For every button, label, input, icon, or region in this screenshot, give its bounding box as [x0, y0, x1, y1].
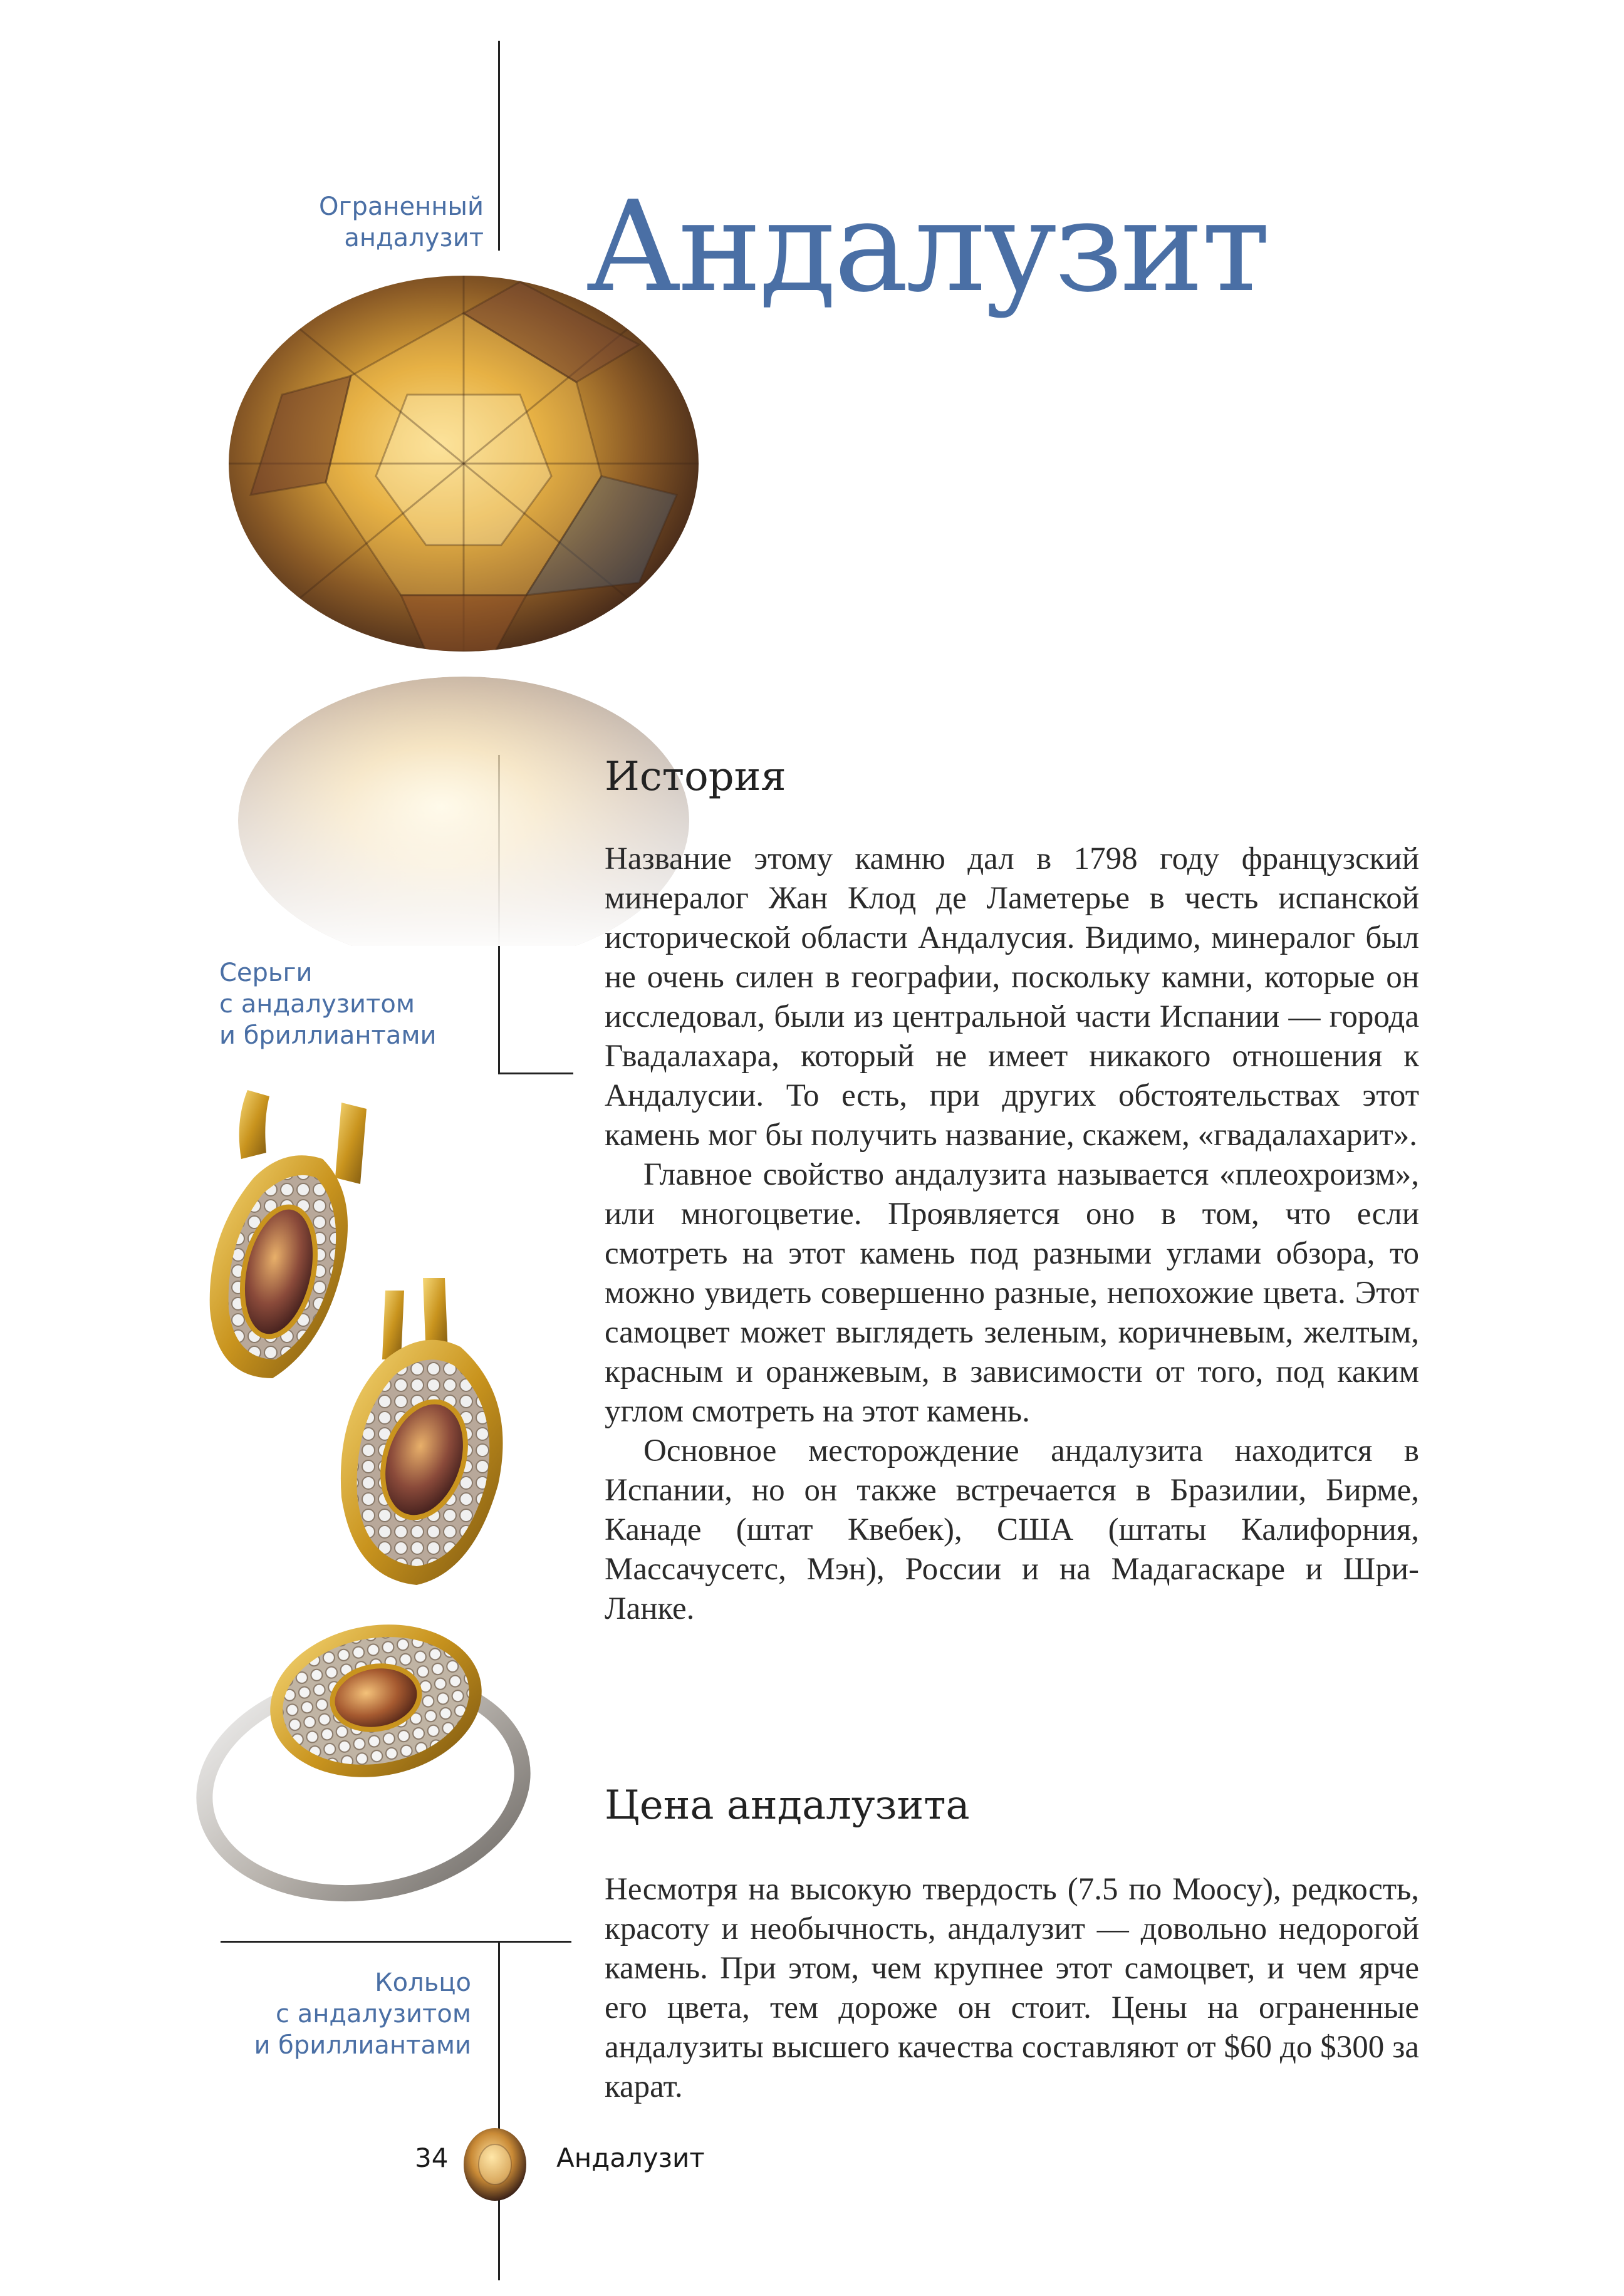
history-paragraph-2: Главное свойство андалузита называется «плеохроизм», или многоцветие. Проявляется оно в том, что если смотреть на этот камень под разными углами обзора, то можно увидеть совершенно разные, непохожие цвета. Этот самоцвет может выглядеть зеленым, коричневым, желтым, красным и оранжевым, в зависимости от того, под каким углом смотреть на этот камень. — [605, 1157, 1419, 1429]
caption-ring — [219, 1967, 471, 2061]
caption-gem — [263, 191, 484, 254]
page-number: 34 — [415, 2143, 449, 2173]
caption-gem-line-2: андалузит — [344, 224, 484, 252]
section-heading-price: Цена андалузита — [605, 1782, 970, 1829]
caption-rule-earrings — [498, 1073, 573, 1074]
earrings-image — [197, 1084, 536, 1623]
footer-gem-icon — [461, 2127, 529, 2202]
vertical-rule-bottom — [498, 1942, 500, 2280]
caption-earrings-line-1: Серьги — [219, 958, 313, 987]
caption-ring-line-1: Кольцо — [375, 1968, 471, 1997]
history-paragraph-3: Основное месторождение андалузита находится в Испании, но он также встречается в Бразилии, Бирме, Канаде (штат Квебек), США (штаты Калифорния, Массачусетс, Мэн), России и на Мадагаскаре и Шри-Ланке. — [605, 1433, 1419, 1626]
page-title: Андалузит — [586, 174, 1268, 320]
ring-image — [194, 1597, 545, 1911]
caption-ring-line-2: с андалузитом — [276, 2000, 471, 2028]
caption-earrings-line-3: и бриллиантами — [219, 1021, 437, 1050]
caption-gem-line-1: Ограненный — [318, 192, 484, 221]
vertical-rule-top — [498, 41, 500, 251]
running-title: Андалузит — [556, 2143, 705, 2173]
section-heading-history: История — [605, 754, 786, 800]
caption-earrings-line-2: с андалузитом — [219, 990, 415, 1019]
caption-earrings — [219, 957, 489, 1051]
caption-rule-ring — [221, 1941, 571, 1943]
caption-ring-line-3: и бриллиантами — [254, 2031, 471, 2060]
history-text — [605, 839, 1419, 1629]
price-text — [605, 1870, 1419, 2107]
history-paragraph-1: Название этому камню дал в 1798 году французский минералог Жан Клод де Ламетерье в честь испанской исторической области Андалусия. Видимо, минералог был не очень силен в географии, поскольку камни, которые он исследовал, были из центральной части Испании — города Гвадалахара, который не имеет никакого отношения к Андалусии. То есть, при других обстоятельствах этот камень мог бы получить название, скажем, «гвадалахарит». — [605, 841, 1419, 1153]
price-paragraph-1: Несмотря на высокую твердость (7.5 по Моосу), редкость, красоту и необычность, андалузит — довольно недорогой камень. При этом, чем крупнее этот самоцвет, и чем ярче его цвета, тем дороже он стоит. Цены на ограненные андалузиты высшего качества составляют от $60 до $300 за карат. — [605, 1872, 1419, 2104]
